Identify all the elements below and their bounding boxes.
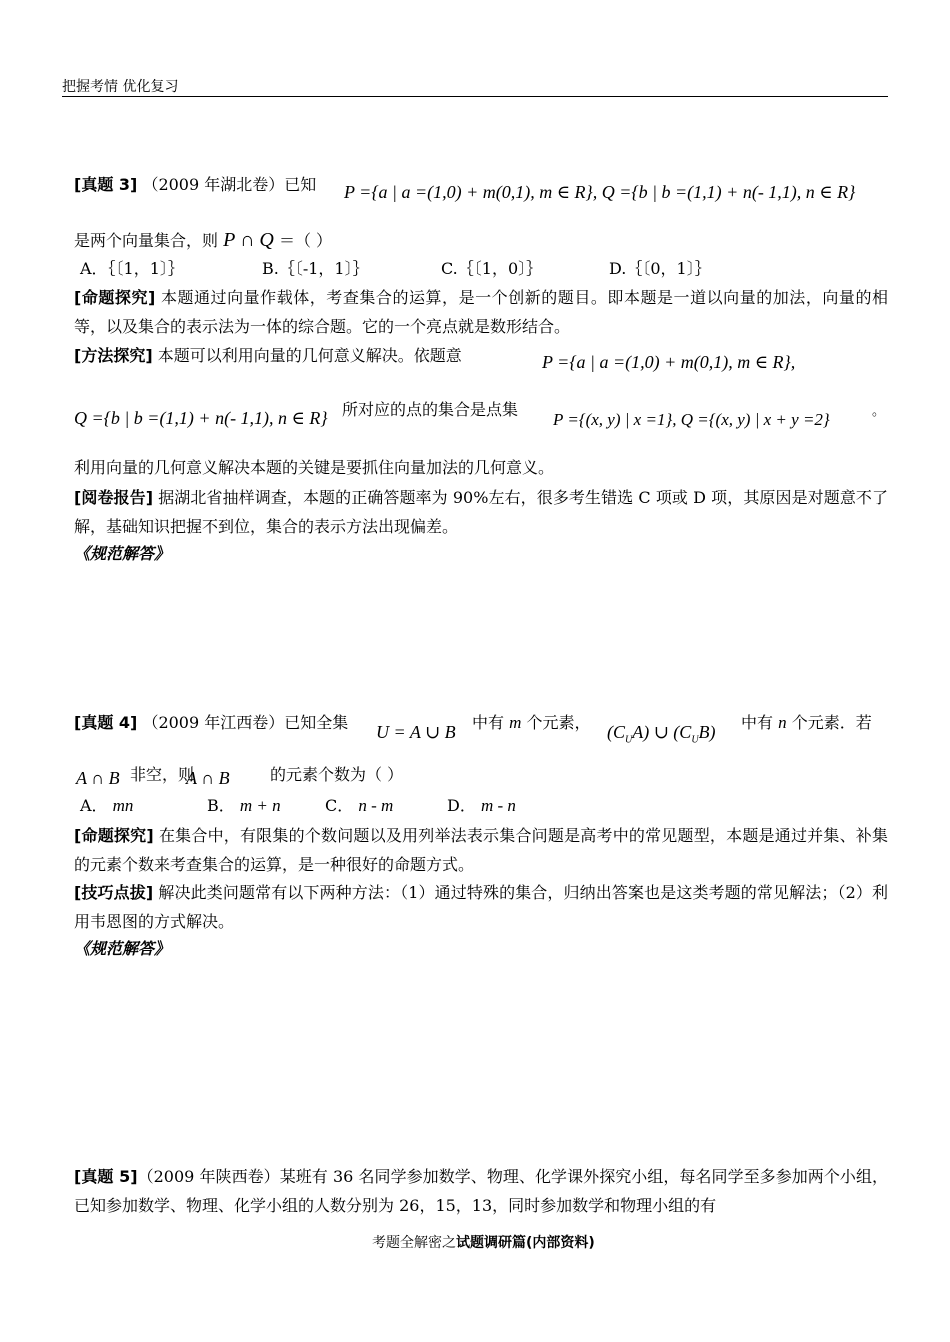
q3-yuejuan bbox=[74, 483, 888, 541]
q4-source: （2009 年江西卷）已知全集 bbox=[142, 713, 349, 732]
q4-var-n: n bbox=[778, 713, 787, 732]
page-footer bbox=[372, 1232, 595, 1252]
q4-jiqiao-text: 解决此类问题常有以下两种方法：（1）通过特殊的集合，归纳出答案也是这类考题的常见解法；（2）利用韦恩图的方式解决。 bbox=[74, 883, 888, 931]
q5-text: （2009 年陕西卷）某班有 36 名同学参加数学、物理、化学课外探究小组，每名同学至多参加两个小组，已知参加数学、物理、化学小组的人数分别为 26，15，13，同时参加数学和物理小组的有 bbox=[74, 1167, 888, 1215]
q3-fangfa-math-p: P ={a | a =(1,0) + m(0,1), m ∈ R}, bbox=[542, 352, 796, 372]
q4-option-d-label: D． bbox=[447, 796, 476, 815]
q4-option-a-math: mn bbox=[112, 796, 134, 815]
q4-math-cu bbox=[607, 722, 716, 746]
q3-yuejuan-tag: [阅卷报告] bbox=[74, 488, 154, 507]
q3-stem2-pre: 是两个向量集合，则 bbox=[74, 231, 219, 250]
q4-var-m: m bbox=[509, 713, 522, 732]
q3-stem2-math: P ∩ Q bbox=[223, 229, 274, 251]
q3-yuejuan-text: 据湖北省抽样调查，本题的正确答题率为 90%左右，很多考生错选 C 项或 D 项，其原因是对题意不了解，基础知识把握不到位，集合的表示方法出现偏差。 bbox=[74, 488, 888, 536]
q4-jiqiao-tag: [技巧点拔] bbox=[74, 883, 154, 902]
q4-math-cu-a: (C bbox=[607, 722, 625, 742]
q4-mid-group2 bbox=[741, 710, 872, 733]
q4-line2-end: 的元素个数为（ ） bbox=[270, 765, 404, 784]
q3-formula-pq: P ={a | a =(1,0) + m(0,1), m ∈ R}, Q ={b | b =(1,1) + n(- 1,1), n ∈ R} bbox=[344, 182, 856, 202]
q4-line2-mid: 非空，则 bbox=[130, 765, 195, 784]
q3-stem-line2 bbox=[74, 228, 332, 252]
q4-mingti bbox=[74, 821, 888, 879]
q3-option-c: C.｛〔1，0〕｝ bbox=[441, 259, 543, 278]
footer-prefix: 考题全解密之 bbox=[372, 1235, 456, 1251]
q4-mingti-text: 在集合中，有限集的个数问题以及用列举法表示集合问题是高考中的常见题型，本题是通过并集、补集的元素个数来考查集合的运算，是一种很好的命题方式。 bbox=[74, 826, 888, 874]
q3-fangfa-end: 。 bbox=[872, 404, 886, 419]
q3-option-b: B.｛〔-1，1〕｝ bbox=[262, 259, 369, 278]
q3-fangfa-tag: [方法探究] bbox=[74, 346, 153, 365]
q3-stem-line1 bbox=[74, 172, 316, 195]
q3-answer-label: 《规范解答》 bbox=[74, 544, 171, 563]
q4-math-ab1: A ∩ B bbox=[76, 768, 120, 788]
q4-tag: [真题 4] bbox=[74, 713, 138, 732]
q4-option-b bbox=[207, 793, 281, 816]
q5-tag: [真题 5] bbox=[74, 1167, 138, 1186]
page-header: 把握考情 优化复习 bbox=[62, 79, 179, 95]
q4-mid3: 中有 bbox=[741, 713, 774, 732]
q4-option-a-label: A． bbox=[80, 796, 108, 815]
q4-mid2: 个元素， bbox=[526, 713, 591, 732]
q4-mingti-tag: [命题探究] bbox=[74, 826, 154, 845]
q3-option-a: A．｛〔1，1〕｝ bbox=[80, 259, 184, 278]
header-divider bbox=[62, 96, 888, 97]
q3-fangfa-text: 本题可以利用向量的几何意义解决。依题意 bbox=[157, 346, 462, 365]
q4-stem-line1 bbox=[74, 710, 348, 733]
q4-math-cu-c: B) bbox=[698, 722, 716, 742]
q4-option-c-math: n - m bbox=[358, 796, 394, 815]
q4-option-b-label: B． bbox=[207, 796, 235, 815]
q3-stem2-post: ＝（ ） bbox=[278, 231, 333, 250]
q4-mid-group1 bbox=[472, 710, 591, 733]
footer-bold: 试题调研篇(内部资料) bbox=[456, 1235, 595, 1251]
q5-stem bbox=[74, 1162, 888, 1220]
q3-fangfa-math-pts: P ={(x, y) | x =1}, Q ={(x, y) | x + y =2} bbox=[553, 410, 830, 429]
q4-mid1: 中有 bbox=[472, 713, 505, 732]
q4-math-cu-sub: U bbox=[625, 734, 633, 746]
q3-mingti bbox=[74, 283, 888, 341]
q4-option-a bbox=[80, 793, 133, 816]
q4-math-cu-b: A) ∪ (C bbox=[632, 722, 692, 742]
q3-mingti-tag: [命题探究] bbox=[74, 288, 156, 307]
q3-source: （2009 年湖北卷）已知 bbox=[142, 175, 317, 194]
q4-option-b-math: m + n bbox=[239, 796, 281, 815]
q4-option-c bbox=[325, 793, 393, 816]
q3-fangfa-mid: 所对应的点的集合是点集 bbox=[342, 400, 519, 419]
q3-fangfa-line3: 利用向量的几何意义解决本题的关键是要抓住向量加法的几何意义。 bbox=[74, 458, 555, 477]
q3-fangfa-line1 bbox=[74, 343, 462, 366]
q3-fangfa-math-q: Q ={b | b =(1,1) + n(- 1,1), n ∈ R} bbox=[74, 408, 328, 428]
q4-jiqiao bbox=[74, 878, 888, 936]
q4-math-cu-sub2: U bbox=[691, 734, 699, 746]
q4-math-ab2: A ∩ B bbox=[186, 768, 230, 788]
q4-option-c-label: C． bbox=[325, 796, 354, 815]
q4-option-d bbox=[447, 793, 516, 816]
q3-mingti-text: 本题通过向量作载体，考查集合的运算，是一个创新的题目。即本题是一道以向量的加法，向量的相等，以及集合的表示法为一体的综合题。它的一个亮点就是数形结合。 bbox=[74, 288, 888, 336]
q4-answer-label: 《规范解答》 bbox=[74, 939, 171, 958]
q3-option-d: D.｛〔0，1〕｝ bbox=[609, 259, 711, 278]
q4-option-d-math: m - n bbox=[480, 796, 516, 815]
q4-mid4: 个元素．若 bbox=[791, 713, 872, 732]
q4-math-u: U = A ∪ B bbox=[376, 722, 456, 742]
q3-tag: [真题 3] bbox=[74, 175, 138, 194]
